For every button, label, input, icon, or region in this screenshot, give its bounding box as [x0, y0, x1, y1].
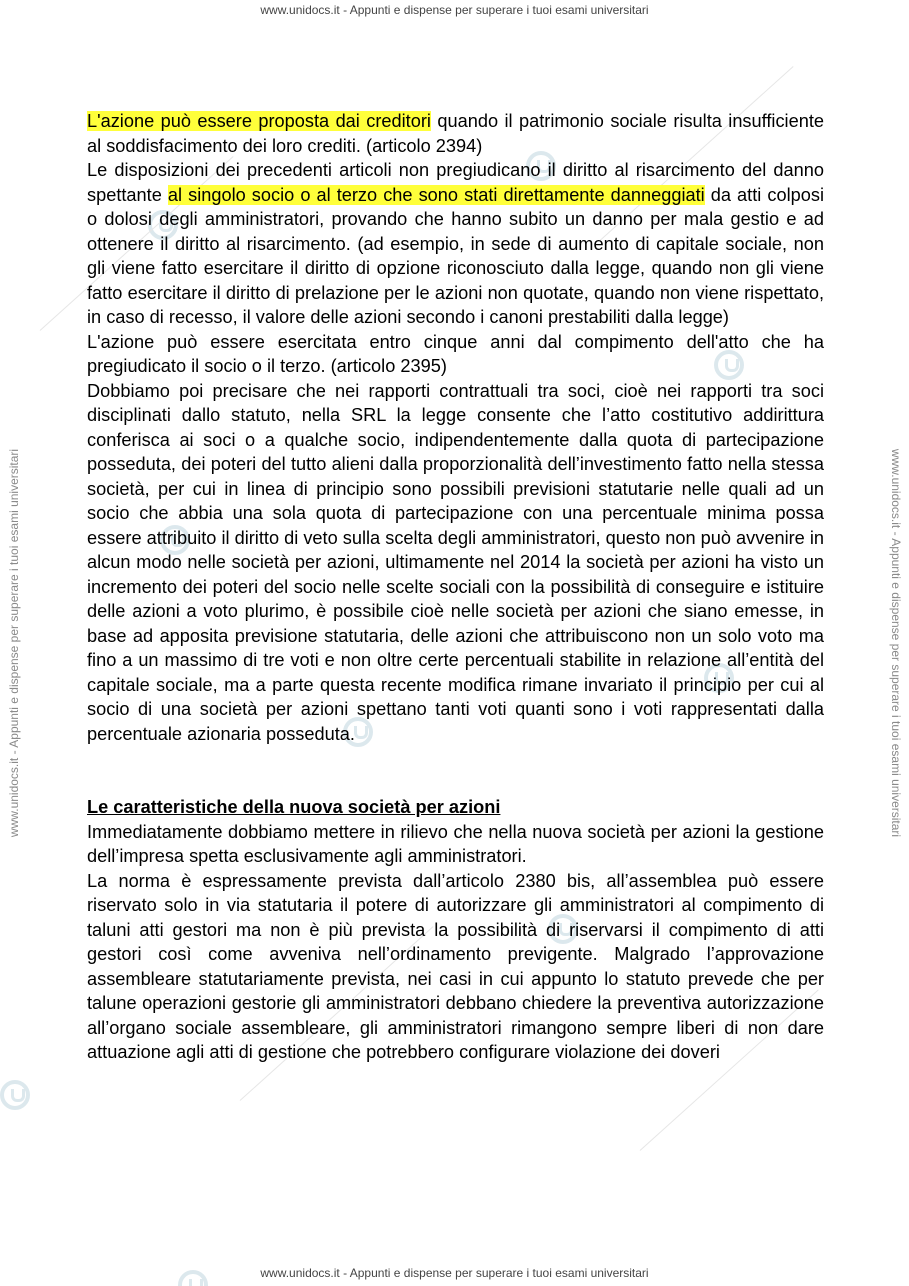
watermark-logo-icon	[0, 1080, 30, 1110]
paragraph-text: Le disposizioni dei precedenti articoli non pregiudicano il diritto al risarcimento del danno spettante	[87, 160, 824, 205]
watermark-left: www.unidocs.it - Appunti e dispense per superare i tuoi esami universitari	[7, 448, 21, 838]
paragraph: L'azione può essere esercitata entro cinque anni dal compimento dell'atto che ha pregiudicato il socio o il terzo. (articolo 2395)	[87, 331, 824, 376]
paragraph: Dobbiamo poi precisare che nei rapporti contrattuali tra soci, cioè nei rapporti tra soci disciplinati dallo statuto, nella SRL la legge consente che l’atto costitutivo addirittura conferisca ai soci o a qualche socio, indipendentemente dalla quota di partecipazione posseduta, dei poteri del tutto alieni dalla proporzionalità dell’investimento fatto nella stessa società, per cui in linea di principio sono possibili previsioni statutarie nelle quali ad un socio che abbia una sola quota di partecipazione con una percentuale minima possa essere attribuito il diritto di veto sulla scelta degli amministratori, questo non può avvenire in alcun modo nelle società per azioni, ultimamente nel 2014 la società per azioni ha visto un incremento dei poteri del socio nelle scelte sociali con la possibilità di conseguire e istituire delle azioni a voto plurimo, è possibile cioè nelle società per azioni che siano emesse, in base ad apposita previsione statutaria, delle azioni che attribuiscono non un solo voto ma fino a un massimo di tre voti e non oltre certe percentuali stabilite in relazione all’entità del capitale sociale, ma a parte questa recente modifica rimane invariato il principio per cui al socio di una società per azioni spettano tanti voti quanti sono i voti rappresentati dalla percentuale azionaria posseduta.	[87, 380, 824, 744]
watermark-right: www.unidocs.it - Appunti e dispense per superare i tuoi esami universitari	[889, 448, 903, 838]
document-body	[87, 109, 824, 1065]
paragraph: Immediatamente dobbiamo mettere in rilievo che nella nuova società per azioni la gestione dell’impresa spetta esclusivamente agli amministratori.	[87, 821, 824, 866]
paragraph: La norma è espressamente prevista dall’articolo 2380 bis, all’assemblea può essere riservato solo in via statutaria il potere di autorizzare gli amministratori al compimento di taluni atti gestori ma non è più prevista la possibilità di riservarsi il compimento di atti gestori così come avveniva nell’ordinamento previgente. Malgrado l’approvazione assembleare statutariamente prevista, nei casi in cui appunto lo statuto prevede che per talune operazioni gestorie gli amministratori debbano chiedere la preventiva autorizzazione all’organo sociale assembleare, gli amministratori rimangono sempre liberi di non dare attuazione agli atti di gestione che potrebbero configurare violazione dei doveri	[87, 870, 824, 1062]
section-heading: Le caratteristiche della nuova società per azioni	[87, 797, 501, 817]
watermark-bottom: www.unidocs.it - Appunti e dispense per superare i tuoi esami universitari	[260, 1266, 649, 1280]
paragraph	[87, 158, 824, 330]
paragraph	[87, 109, 824, 158]
watermark-top: www.unidocs.it - Appunti e dispense per superare i tuoi esami universitari	[260, 3, 649, 17]
paragraph-text: da atti colposi o dolosi degli amministratori, provando che hanno subito un danno per mala gestio e ad ottenere il diritto al risarcimento. (ad esempio, in sede di aumento di capitale sociale, non gli viene fatto esercitare il diritto di opzione riconosciuto dalla legge, quando non gli viene fatto esercitare il diritto di prelazione per le azioni non quotate, quando non viene rispettato, in caso di recesso, il valore delle azioni secondo i canoni prestabiliti dalla legge)	[87, 184, 824, 327]
highlighted-text: al singolo socio o al terzo che sono stati direttamente danneggiati	[167, 184, 705, 205]
highlighted-text: L'azione può essere proposta dai creditori	[87, 111, 431, 131]
paragraph-text: quando il patrimonio sociale risulta insufficiente al soddisfacimento dei loro crediti. (articolo 2394)	[87, 111, 824, 156]
